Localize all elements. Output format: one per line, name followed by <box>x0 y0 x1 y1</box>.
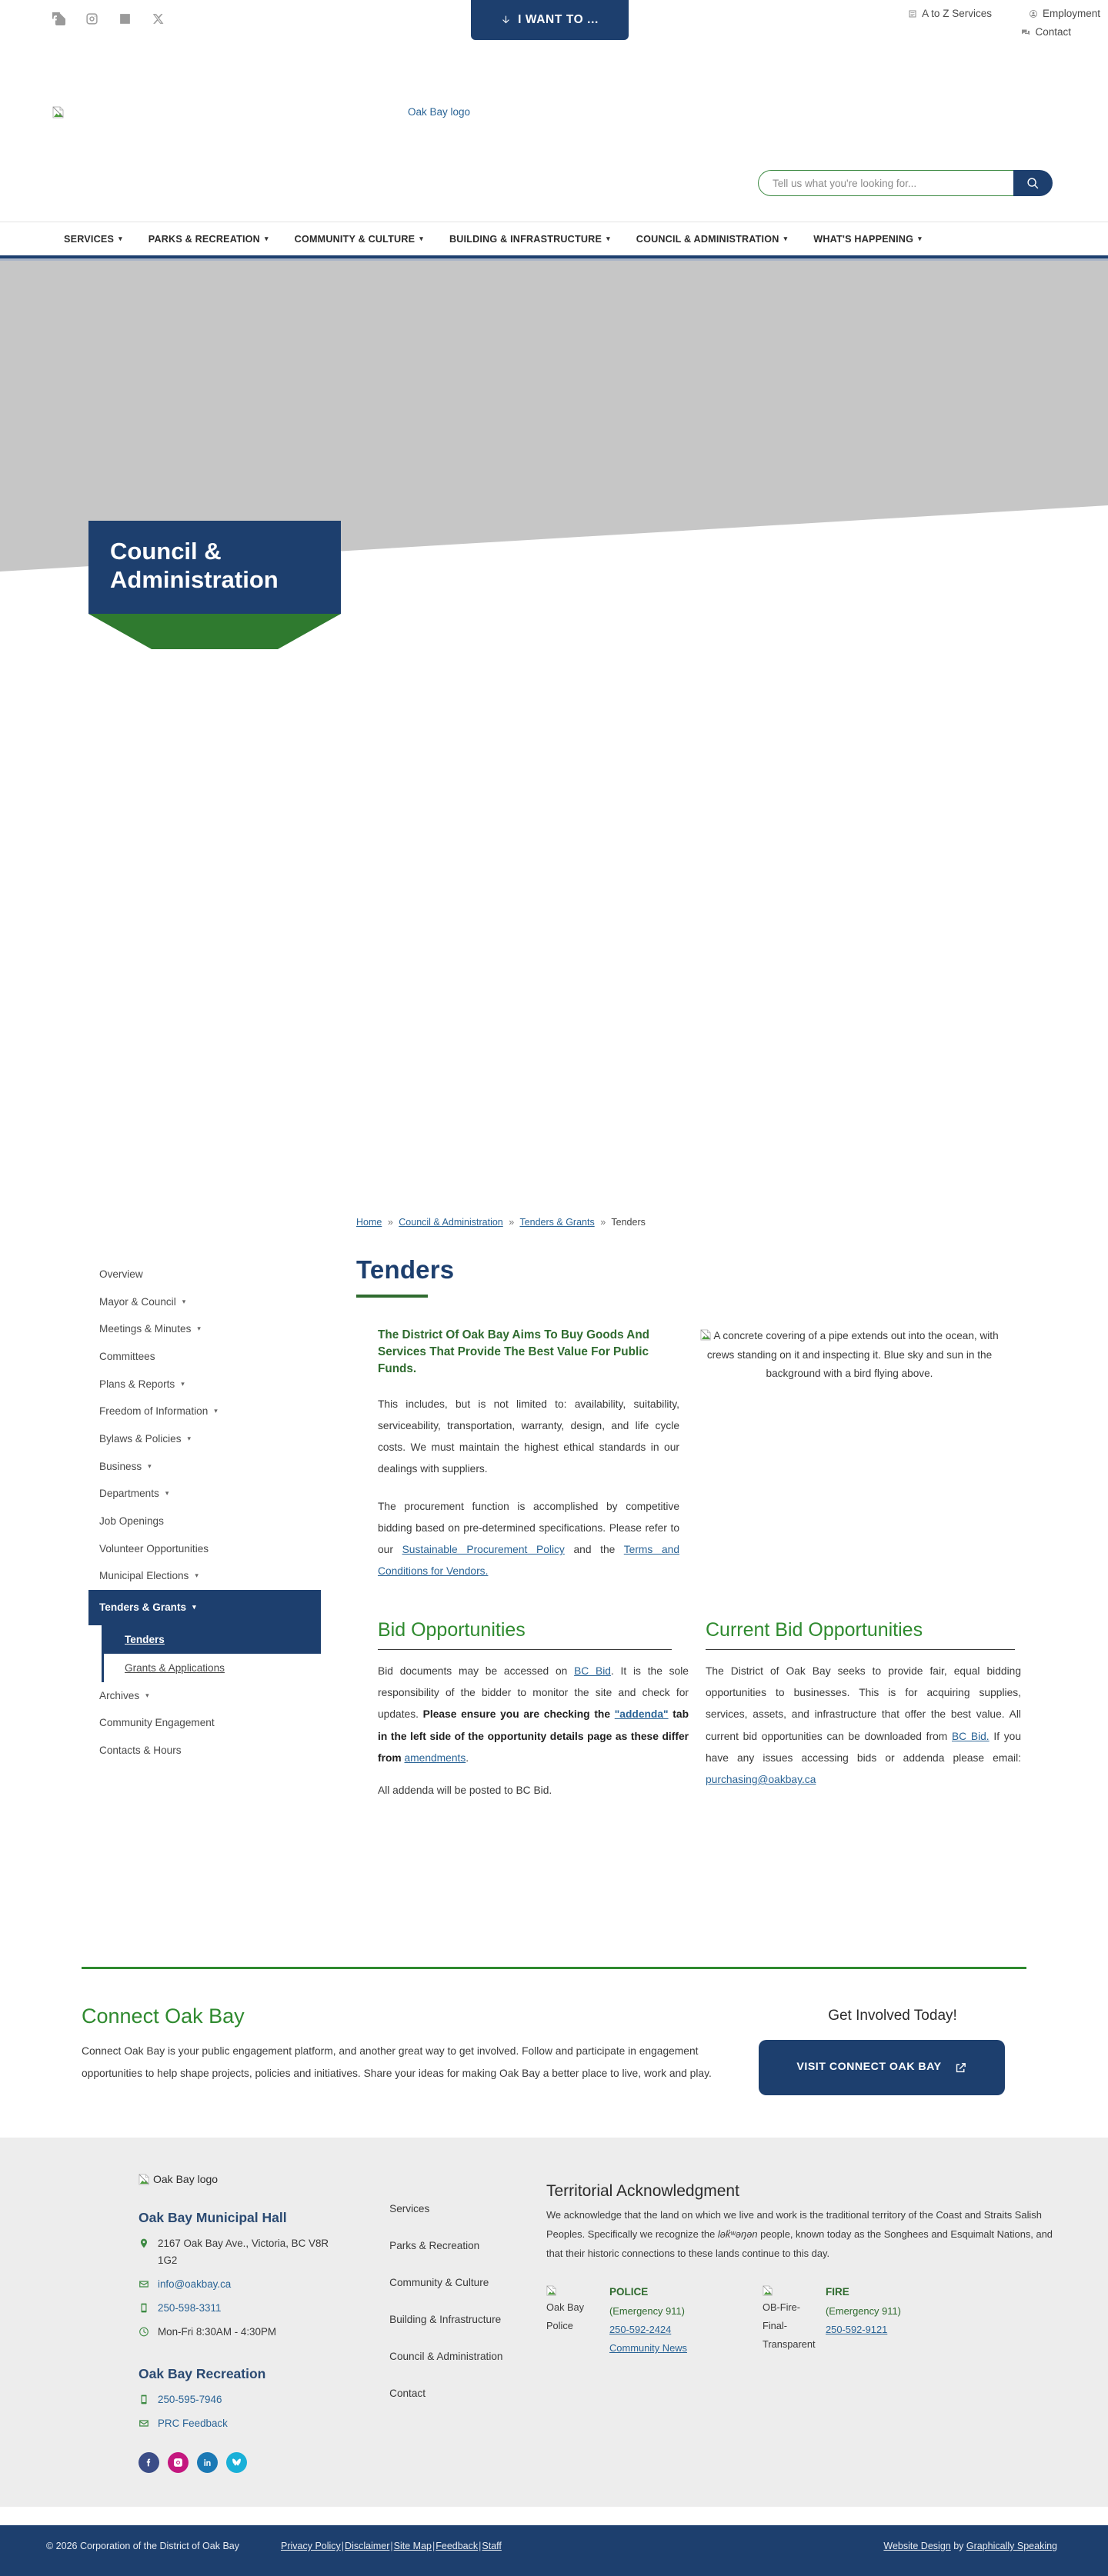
footer-recreation-title: Oak Bay Recreation <box>138 2365 266 2381</box>
instagram-glyph <box>173 2458 183 2468</box>
chevron-down-icon: ▾ <box>214 1407 218 1415</box>
map-pin-icon <box>138 2238 149 2249</box>
police-title: POLICE <box>609 2286 649 2298</box>
connect-heading: Connect Oak Bay <box>82 2004 245 2028</box>
sidebar-item-label: Departments <box>99 1488 159 1500</box>
footer-nav-services[interactable]: Services <box>389 2202 430 2214</box>
sidebar-subitem-grants-applications[interactable]: Grants & Applications <box>125 1661 225 1674</box>
police-emergency-note: (Emergency 911) <box>609 2305 685 2318</box>
breadcrumb-tenders-grants[interactable]: Tenders & Grants <box>519 1217 595 1228</box>
envelope-icon <box>138 2418 149 2429</box>
search-submit-button[interactable] <box>1013 170 1053 196</box>
bc-bid-link-2[interactable]: BC Bid. <box>951 1730 990 1742</box>
bottom-bar <box>0 2525 1108 2576</box>
main-content <box>356 1255 1022 1801</box>
section-sidebar-nav <box>88 1261 321 1765</box>
chat-bubbles-icon <box>1021 28 1030 37</box>
nav-label: SERVICES <box>64 233 115 245</box>
footer-social-links <box>138 2452 339 2473</box>
footer-rec-phone-row <box>138 2391 339 2408</box>
footer-rec-phone-link[interactable]: 250-595-7946 <box>158 2393 222 2405</box>
territorial-heading: Territorial Acknowledgment <box>546 2182 739 2200</box>
fire-title: FIRE <box>826 2286 849 2298</box>
list-icon <box>908 9 917 18</box>
broken-image-icon <box>546 2285 557 2296</box>
footer-logo-alt <box>138 2173 339 2185</box>
sidebar-item-overview[interactable] <box>88 1261 321 1288</box>
addenda-link[interactable]: "addenda" <box>614 1708 669 1721</box>
sidebar-item-label: Volunteer Opportunities <box>99 1542 209 1555</box>
sidebar-item-label: Meetings & Minutes <box>99 1323 192 1335</box>
nav-item-services[interactable] <box>51 234 135 245</box>
sidebar-item-freedom-of-information[interactable] <box>88 1398 321 1425</box>
broken-image-icon <box>52 106 65 118</box>
clock-icon <box>138 2326 149 2338</box>
breadcrumb-home[interactable]: Home <box>356 1217 382 1228</box>
emergency-spacer <box>687 2283 763 2358</box>
linkedin-icon[interactable] <box>118 12 132 25</box>
breadcrumb-separator: » <box>600 1217 606 1228</box>
fire-image-alt <box>763 2283 818 2358</box>
utility-links <box>785 5 1108 42</box>
police-community-news-link[interactable]: Community News <box>609 2342 687 2354</box>
chevron-down-icon: ▾ <box>783 235 788 242</box>
footer-nav-contact[interactable]: Contact <box>389 2387 426 2399</box>
instagram-icon[interactable] <box>168 2452 189 2473</box>
page-title: Council & Administration <box>88 521 341 614</box>
nav-label: BUILDING & INFRASTRUCTURE <box>449 233 602 245</box>
broken-image-icon <box>763 2285 773 2296</box>
chevron-down-icon: ▾ <box>192 1603 196 1611</box>
sidebar-item-bylaws-policies[interactable] <box>88 1425 321 1453</box>
sidebar-item-committees[interactable] <box>88 1343 321 1371</box>
disclaimer-link[interactable]: Disclaimer <box>345 2541 390 2551</box>
nav-item-whats-happening[interactable] <box>800 234 935 245</box>
footer-phone-link[interactable]: 250-598-3311 <box>158 2302 222 2314</box>
breadcrumb-separator: » <box>509 1217 515 1228</box>
sidebar-subnav <box>102 1625 321 1682</box>
fire-block <box>763 2283 901 2358</box>
employment-link[interactable] <box>1029 5 1108 23</box>
nav-item-council-administration[interactable] <box>623 234 801 245</box>
nav-item-parks-recreation[interactable] <box>135 234 282 245</box>
fire-info <box>826 2283 901 2358</box>
sidebar-item-archives[interactable] <box>88 1682 321 1710</box>
main-navigation <box>0 222 1108 255</box>
intro-section <box>356 1327 1022 1583</box>
nav-label: WHAT'S HAPPENING <box>813 233 914 245</box>
chevron-down-icon: ▾ <box>181 1379 185 1388</box>
fire-phone-link[interactable]: 250-592-9121 <box>826 2324 888 2336</box>
territorial-paragraph <box>546 2205 1054 2263</box>
footer-hours-row <box>138 2324 339 2341</box>
mobile-phone-icon <box>138 2394 149 2405</box>
nav-item-community-culture[interactable] <box>282 234 436 245</box>
sidebar-item-label: Business <box>99 1460 142 1472</box>
a-to-z-services-link[interactable] <box>908 5 992 23</box>
chevron-down-icon: ▾ <box>148 1461 152 1470</box>
instagram-icon[interactable] <box>85 12 98 25</box>
logo-alt-text: Oak Bay logo <box>408 106 471 118</box>
footer-rec-feedback-row <box>138 2415 339 2432</box>
legal-links <box>239 2541 502 2551</box>
footer-phone-row <box>138 2300 339 2317</box>
broken-image-icon <box>138 2174 150 2185</box>
footer-hours: Mon-Fri 8:30AM - 4:30PM <box>158 2326 277 2338</box>
chevron-down-icon: ▾ <box>165 1489 169 1498</box>
bid-opportunities-heading: Bid Opportunities <box>378 1618 526 1641</box>
breadcrumb-council-administration[interactable]: Council & Administration <box>399 1217 503 1228</box>
credit-by: by <box>950 2541 966 2551</box>
chevron-down-icon: ▾ <box>182 1297 186 1305</box>
bid-columns <box>356 1618 1022 1802</box>
sidebar-item-plans-reports[interactable] <box>88 1371 321 1398</box>
visit-connect-oak-bay-button[interactable] <box>759 2040 1005 2095</box>
content-title: Tenders <box>356 1255 455 1284</box>
fire-emergency-note: (Emergency 911) <box>826 2305 901 2318</box>
arrow-down-icon <box>501 15 511 25</box>
i-want-to-button[interactable] <box>471 0 629 40</box>
sidebar-item-label: Freedom of Information <box>99 1405 209 1418</box>
nav-label: COUNCIL & ADMINISTRATION <box>636 233 779 245</box>
website-credit <box>883 2541 1070 2551</box>
heading-rule <box>706 1649 1015 1650</box>
external-link-icon <box>954 2061 967 2074</box>
graphically-speaking-link[interactable]: Graphically Speaking <box>966 2541 1057 2551</box>
top-utility-bar <box>0 0 1108 52</box>
connect-text-block <box>82 2004 759 2095</box>
bluesky-glyph <box>232 2458 242 2468</box>
sidebar-item-label: Archives <box>99 1689 140 1701</box>
facebook-glyph <box>144 2458 154 2468</box>
site-footer <box>0 2138 1108 2507</box>
connect-oak-bay-section <box>0 1967 1108 2095</box>
bc-bid-link[interactable]: BC Bid <box>574 1665 611 1677</box>
page-section-badge <box>88 521 341 649</box>
bluesky-icon[interactable] <box>226 2452 247 2473</box>
chevron-down-icon: ▾ <box>264 235 269 242</box>
bid-p1-end: . <box>466 1751 469 1764</box>
sidebar-item-business[interactable] <box>88 1453 321 1481</box>
connect-button-label: VISIT CONNECT OAK BAY <box>796 2061 942 2074</box>
site-search <box>758 170 1053 196</box>
intro-lead: The District Of Oak Bay Aims To Buy Goods And Services That Provide The Best Value For Public Funds. <box>378 1328 650 1376</box>
envelope-icon <box>138 2278 149 2290</box>
police-info <box>609 2283 687 2358</box>
footer-email-row <box>138 2276 339 2293</box>
chevron-down-icon: ▾ <box>195 1571 199 1580</box>
intro-paragraph-1: This includes, but is not limited to: availability, suitability, serviceability, transportation, warranty, design, and life cycle costs. We must maintain the highest ethical standards in our dealings with suppliers. <box>378 1398 679 1475</box>
sidebar-item-mayor-council[interactable] <box>88 1288 321 1316</box>
footer-email-link[interactable]: info@oakbay.ca <box>158 2278 232 2291</box>
footer-nav-community-culture[interactable]: Community & Culture <box>389 2276 489 2288</box>
intro-image-column <box>679 1327 1003 1583</box>
sidebar-item-departments[interactable] <box>88 1480 321 1508</box>
sidebar-item-job-openings[interactable] <box>88 1508 321 1535</box>
tender-hero-image-alt <box>696 1327 1003 1384</box>
bid-opportunities-column <box>356 1618 689 1802</box>
chevron-down-icon: ▾ <box>197 1325 201 1333</box>
link-separator: | <box>479 2541 482 2551</box>
intro-text-column <box>356 1327 679 1583</box>
breadcrumb <box>356 1217 646 1228</box>
sidebar-item-label: Mayor & Council <box>99 1295 176 1308</box>
cbid-p1b: If you have any issues accessing bids or addenda please email: <box>706 1730 1022 1764</box>
cbid-p1a: The District of Oak Bay seeks to provide fair, equal bidding opportunities to businesses. This is for acquiring supplies, services, assets, and infrastructure that offer the best value. All current bid opportunities can be downloaded from <box>706 1665 1021 1742</box>
sidebar-subitem-tenders[interactable]: Tenders <box>104 1625 321 1654</box>
footer-hall-title: Oak Bay Municipal Hall <box>138 2210 287 2225</box>
nav-item-building-infrastructure[interactable] <box>436 234 623 245</box>
footer-prc-feedback-link[interactable]: PRC Feedback <box>158 2417 228 2429</box>
brand-row <box>0 52 1108 222</box>
police-block <box>546 2283 687 2358</box>
sidebar-item-label: Tenders & Grants <box>99 1601 187 1614</box>
purchasing-email-link[interactable]: purchasing@oakbay.ca <box>706 1774 816 1786</box>
terr-b: people, known today as the Songhees and Esquimalt Nations, and that their historic connections to these lands continue to this day. <box>546 2228 1053 2260</box>
emergency-contacts <box>546 2283 1054 2358</box>
link-separator: | <box>390 2541 393 2551</box>
connect-paragraph: Connect Oak Bay is your public engagement platform, and another great way to get involved. Follow and participate in engagement opportunities to help shape projects, policies and initiatives. Share your ideas for making Oak Bay a better place to live, work and play. <box>82 2045 712 2079</box>
sidebar-item-label: Plans & Reports <box>99 1378 175 1390</box>
footer-contact-column <box>138 2173 339 2473</box>
footer-nav-building-infrastructure[interactable]: Building & Infrastructure <box>389 2313 502 2325</box>
search-input[interactable] <box>758 170 1013 196</box>
intro-paragraph-2 <box>378 1496 679 1583</box>
link-separator: | <box>432 2541 436 2551</box>
nav-label: PARKS & RECREATION <box>148 233 260 245</box>
website-design-link[interactable]: Website Design <box>883 2541 951 2551</box>
bid-p1b: . It is the sole responsibility of the bidder to monitor the site and check for updates. <box>378 1665 689 1721</box>
current-bid-opportunities-column <box>689 1618 1021 1802</box>
badge-tail-shape <box>88 614 341 649</box>
broken-image-icon <box>700 1329 712 1341</box>
chevron-down-icon: ▾ <box>187 1435 192 1443</box>
search-icon <box>1026 177 1040 190</box>
facebook-icon[interactable] <box>52 12 65 25</box>
sidebar-item-contacts-hours[interactable] <box>88 1737 321 1765</box>
copyright-text: © 2026 Corporation of the District of Oak Bay <box>46 2541 239 2551</box>
connect-cta-block <box>759 2004 1026 2095</box>
sidebar-item-meetings-minutes[interactable] <box>88 1315 321 1343</box>
i-want-to-label: I WANT TO ... <box>518 13 599 26</box>
footer-logo-alt-text: Oak Bay logo <box>153 2173 219 2185</box>
amendments-link[interactable]: amendments <box>404 1751 466 1764</box>
linkedin-glyph <box>202 2458 212 2468</box>
heading-rule <box>378 1649 672 1650</box>
footer-address-row <box>138 2235 339 2269</box>
mobile-phone-icon <box>138 2302 149 2314</box>
link-separator: | <box>341 2541 345 2551</box>
bid-opportunities-paragraph-2: All addenda will be posted to BC Bid. <box>378 1785 552 1797</box>
get-involved-label: Get Involved Today! <box>828 2008 957 2024</box>
footer-nav-column <box>339 2173 528 2473</box>
chevron-down-icon: ▾ <box>918 235 922 242</box>
site-map-link[interactable]: Site Map <box>393 2541 432 2551</box>
sidebar-item-label: Municipal Elections <box>99 1570 189 1582</box>
chevron-down-icon: ▾ <box>145 1691 149 1699</box>
chevron-down-icon: ▾ <box>419 235 423 242</box>
police-phone-link[interactable]: 250-592-2424 <box>609 2324 672 2336</box>
current-bid-heading: Current Bid Opportunities <box>706 1618 923 1641</box>
sidebar-item-municipal-elections[interactable] <box>88 1562 321 1590</box>
nav-label: COMMUNITY & CULTURE <box>294 233 416 245</box>
contact-link[interactable] <box>1021 23 1071 42</box>
fire-alt-text: OB-Fire-Final-Transparent <box>763 2301 816 2350</box>
x-twitter-icon[interactable] <box>152 12 165 25</box>
footer-nav-parks-recreation[interactable]: Parks & Recreation <box>389 2239 480 2251</box>
sidebar-item-label: Bylaws & Policies <box>99 1433 182 1445</box>
bid-p1-bold1: Please ensure you are checking the <box>422 1708 615 1721</box>
sidebar-item-label: Community Engagement <box>99 1717 215 1729</box>
staff-link[interactable]: Staff <box>482 2541 502 2551</box>
police-image-alt <box>546 2283 602 2358</box>
breadcrumb-current: Tenders <box>611 1217 646 1228</box>
bid-p1a: Bid documents may be accessed on <box>378 1665 575 1677</box>
para2-pre: The procurement function is accomplished by competitive bidding based on pre-determined specifications. Please refer to our <box>378 1500 679 1556</box>
facebook-icon[interactable] <box>138 2452 159 2473</box>
person-circle-icon <box>1029 9 1038 18</box>
footer-nav-council-administration[interactable]: Council & Administration <box>389 2350 503 2362</box>
bid-opportunities-paragraph-1 <box>378 1661 689 1769</box>
footer-address: 2167 Oak Bay Ave., Victoria, BC V8R 1G2 <box>158 2238 329 2267</box>
police-alt-text: Oak Bay Police <box>546 2301 585 2332</box>
employment-label: Employment <box>1042 8 1100 19</box>
a-to-z-services-label: A to Z Services <box>922 8 992 19</box>
linkedin-icon[interactable] <box>197 2452 218 2473</box>
sidebar-item-label: Committees <box>99 1351 155 1363</box>
sidebar-item-volunteer-opportunities[interactable] <box>88 1535 321 1563</box>
sidebar-item-community-engagement[interactable] <box>88 1709 321 1737</box>
para2-mid: and the <box>564 1544 624 1556</box>
chevron-down-icon: ▾ <box>118 235 122 242</box>
privacy-policy-link[interactable]: Privacy Policy <box>281 2541 341 2551</box>
sidebar-item-label: Overview <box>99 1268 143 1280</box>
current-bid-paragraph <box>706 1661 1021 1791</box>
footer-territorial-column <box>528 2173 1054 2473</box>
sustainable-procurement-policy-link[interactable]: Sustainable Procurement Policy <box>402 1544 565 1556</box>
sidebar-item-label: Job Openings <box>99 1515 164 1528</box>
contact-label: Contact <box>1035 26 1071 38</box>
terr-a: We acknowledge that the land on which we live and work is the traditional territory of the Coast and Straits Salish Peoples. Specifically we recognize the <box>546 2209 1042 2241</box>
title-underline <box>356 1295 428 1298</box>
sidebar-item-label: Contacts & Hours <box>99 1745 182 1757</box>
terms-conditions-vendors-link[interactable]: Terms and Conditions for Vendors. <box>378 1544 680 1578</box>
bid-p1-bold2: tab in the left side of the opportunity details page as these differ from <box>378 1708 689 1764</box>
header-social-links <box>52 12 165 25</box>
breadcrumb-separator: » <box>387 1217 393 1228</box>
sidebar-item-tenders-grants[interactable] <box>88 1590 321 1625</box>
feedback-link[interactable]: Feedback <box>436 2541 479 2551</box>
terr-italic: lək̓ʷəŋən <box>717 2228 758 2241</box>
chevron-down-icon: ▾ <box>606 235 610 242</box>
image-alt-text: A concrete covering of a pipe extends out into the ocean, with crews standing on it and inspecting it. Blue sky and sun in the background with a bird flying above. <box>706 1330 999 1380</box>
